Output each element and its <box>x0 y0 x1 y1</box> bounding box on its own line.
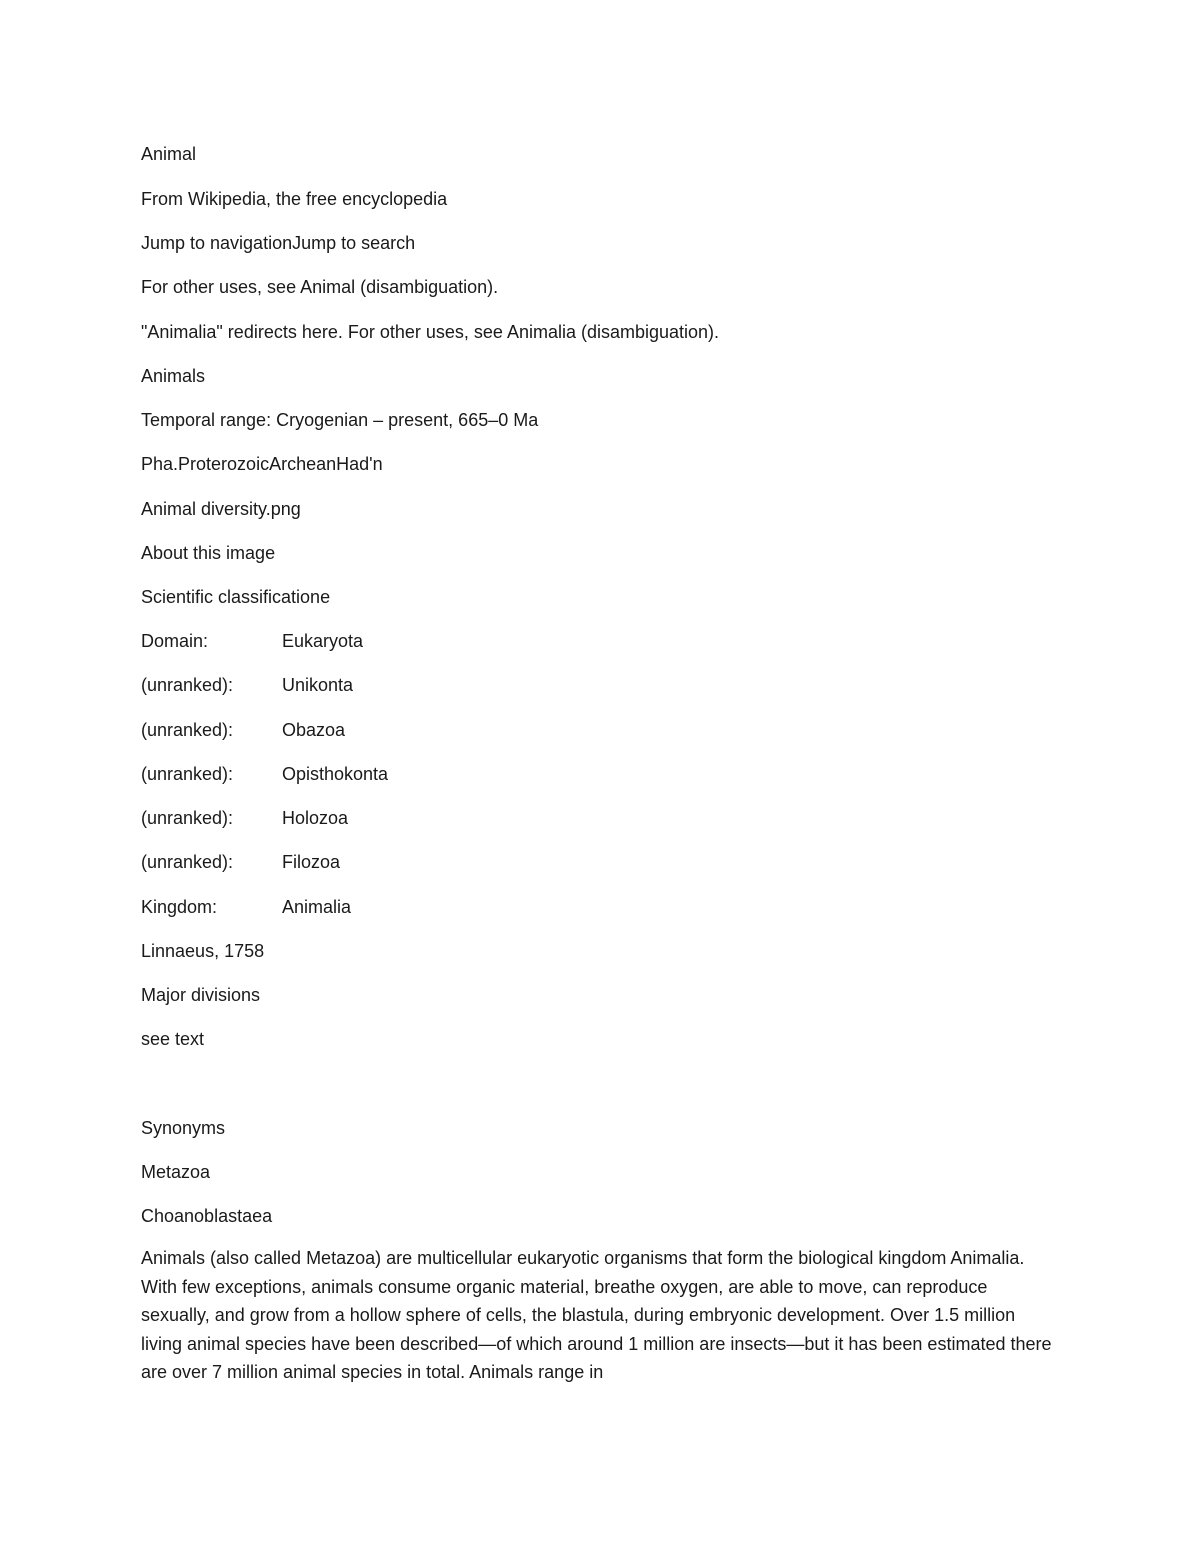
classification-row-obazoa <box>141 718 345 742</box>
hatnote-animalia: "Animalia" redirects here. For other uses, see Animalia (disambiguation). <box>141 322 720 342</box>
rank-label: Kingdom: <box>141 897 218 917</box>
taxon-value[interactable]: Animalia <box>282 897 352 917</box>
taxon-value[interactable]: Unikonta <box>282 675 354 695</box>
rank-label: (unranked): <box>141 675 234 695</box>
classification-row-unikonta <box>141 673 353 697</box>
classification-row-holozoa <box>141 806 348 830</box>
taxon-value[interactable]: Holozoa <box>282 808 349 828</box>
timeline-labels: Pha.ProterozoicArcheanHad'n <box>141 454 383 474</box>
major-divisions-value[interactable]: see text <box>141 1029 205 1049</box>
jump-links[interactable]: Jump to navigationJump to search <box>141 233 416 253</box>
hatnote-animal: For other uses, see Animal (disambiguation). <box>141 277 499 297</box>
synonym-item: Metazoa <box>141 1162 211 1182</box>
major-divisions-heading: Major divisions <box>141 985 261 1005</box>
classification-row-filozoa <box>141 850 340 874</box>
source-line: From Wikipedia, the free encyclopedia <box>141 189 448 209</box>
intro-paragraph: Animals (also called Metazoa) are multicellular eukaryotic organisms that form the biological kingdom Animalia. With few exceptions, animals consume organic material, breathe oxygen, are able to move, can reproduce sexually, and grow from a hollow sphere of cells, the blastula, during embryonic development. Over 1.5 million living animal species have been described—of which around 1 million are insects—but it has been estimated there are over 7 million animal species in total. Animals range in <box>141 1248 1052 1382</box>
taxon-value[interactable]: Filozoa <box>282 852 341 872</box>
rank-label: (unranked): <box>141 808 234 828</box>
authority[interactable]: Linnaeus, 1758 <box>141 941 265 961</box>
about-image-link[interactable]: About this image <box>141 543 276 563</box>
synonyms-heading: Synonyms <box>141 1118 226 1138</box>
page-title: Animal <box>141 144 197 164</box>
taxon-value[interactable]: Eukaryota <box>282 631 364 651</box>
synonym-item: Choanoblastaea <box>141 1206 273 1226</box>
classification-row-domain <box>141 629 363 653</box>
rank-label: (unranked): <box>141 764 234 784</box>
rank-label: (unranked): <box>141 852 234 872</box>
infobox-name: Animals <box>141 366 206 386</box>
image-filename[interactable]: Animal diversity.png <box>141 499 301 519</box>
classification-row-opisthokonta <box>141 762 388 786</box>
taxon-value[interactable]: Obazoa <box>282 720 346 740</box>
classification-row-kingdom <box>141 895 351 919</box>
taxon-value[interactable]: Opisthokonta <box>282 764 389 784</box>
rank-label: Domain: <box>141 631 209 651</box>
classification-heading: Scientific classificatione <box>141 587 331 607</box>
rank-label: (unranked): <box>141 720 234 740</box>
temporal-range: Temporal range: Cryogenian – present, 665–0 Ma <box>141 410 539 430</box>
